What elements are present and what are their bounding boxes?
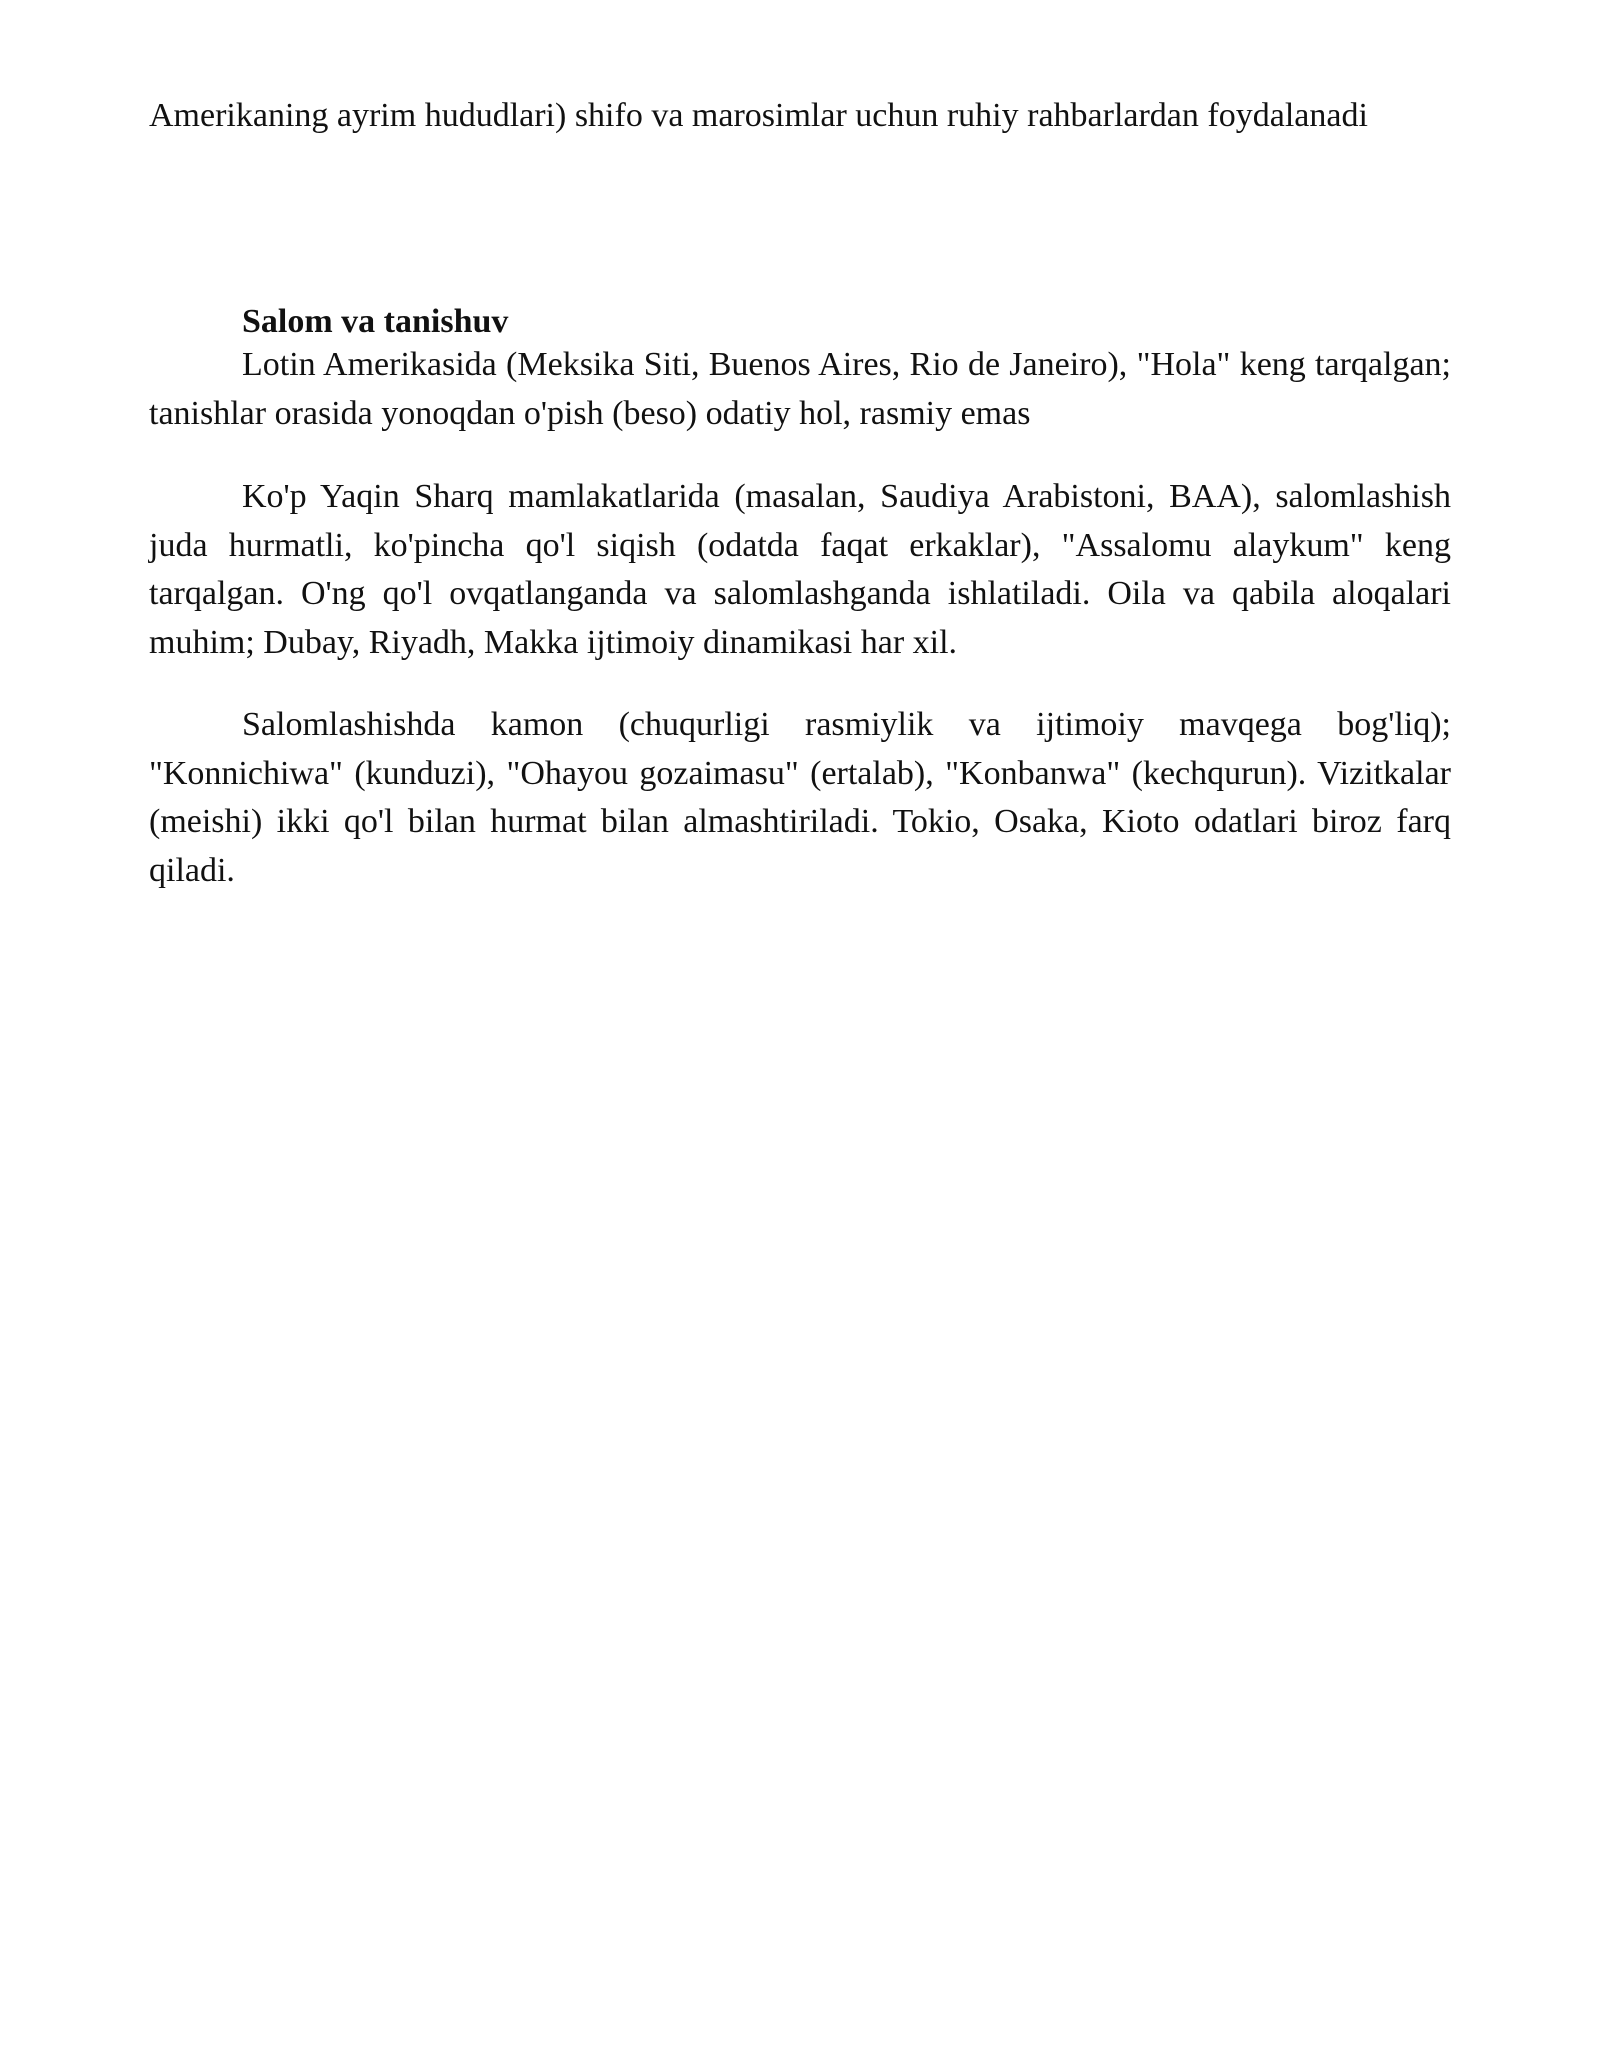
paragraph-latin-america: Lotin Amerikasida (Meksika Siti, Buenos Aires, Rio de Janeiro), "Hola" keng tarqalgan; tanishlar orasida yonoqdan o'pish (beso) odatiy hol, rasmiy emas — [149, 346, 1451, 432]
section-heading: Salom va tanishuv — [242, 303, 509, 340]
continuation-paragraph: Amerikaning ayrim hududlari) shifo va marosimlar uchun ruhiy rahbarlardan foydalanadi — [149, 97, 1368, 134]
paragraph-middle-east: Ko'p Yaqin Sharq mamlakatlarida (masalan, Saudiya Arabistoni, BAA), salomlashish juda hurmatli, ko'pincha qo'l siqish (odatda faqat erkaklar), "Assalomu alaykum" keng tarqalgan. O'ng qo'l ovqatlanganda va salomlashganda ishlatiladi. Oila va qabila aloqalari muhim; Dubay, Riyadh, Makka ijtimoiy dinamikasi har xil. — [149, 478, 1451, 661]
paragraph-japan: Salomlashishda kamon (chuqurligi rasmiylik va ijtimoiy mavqega bog'liq); "Konnichiwa" (kunduzi), "Ohayou gozaimasu" (ertalab), "Konbanwa" (kechqurun). Vizitkalar (meishi) ikki qo'l bilan hurmat bilan almashtiriladi. Tokio, Osaka, Kioto odatlari biroz farq qiladi. — [149, 706, 1451, 889]
